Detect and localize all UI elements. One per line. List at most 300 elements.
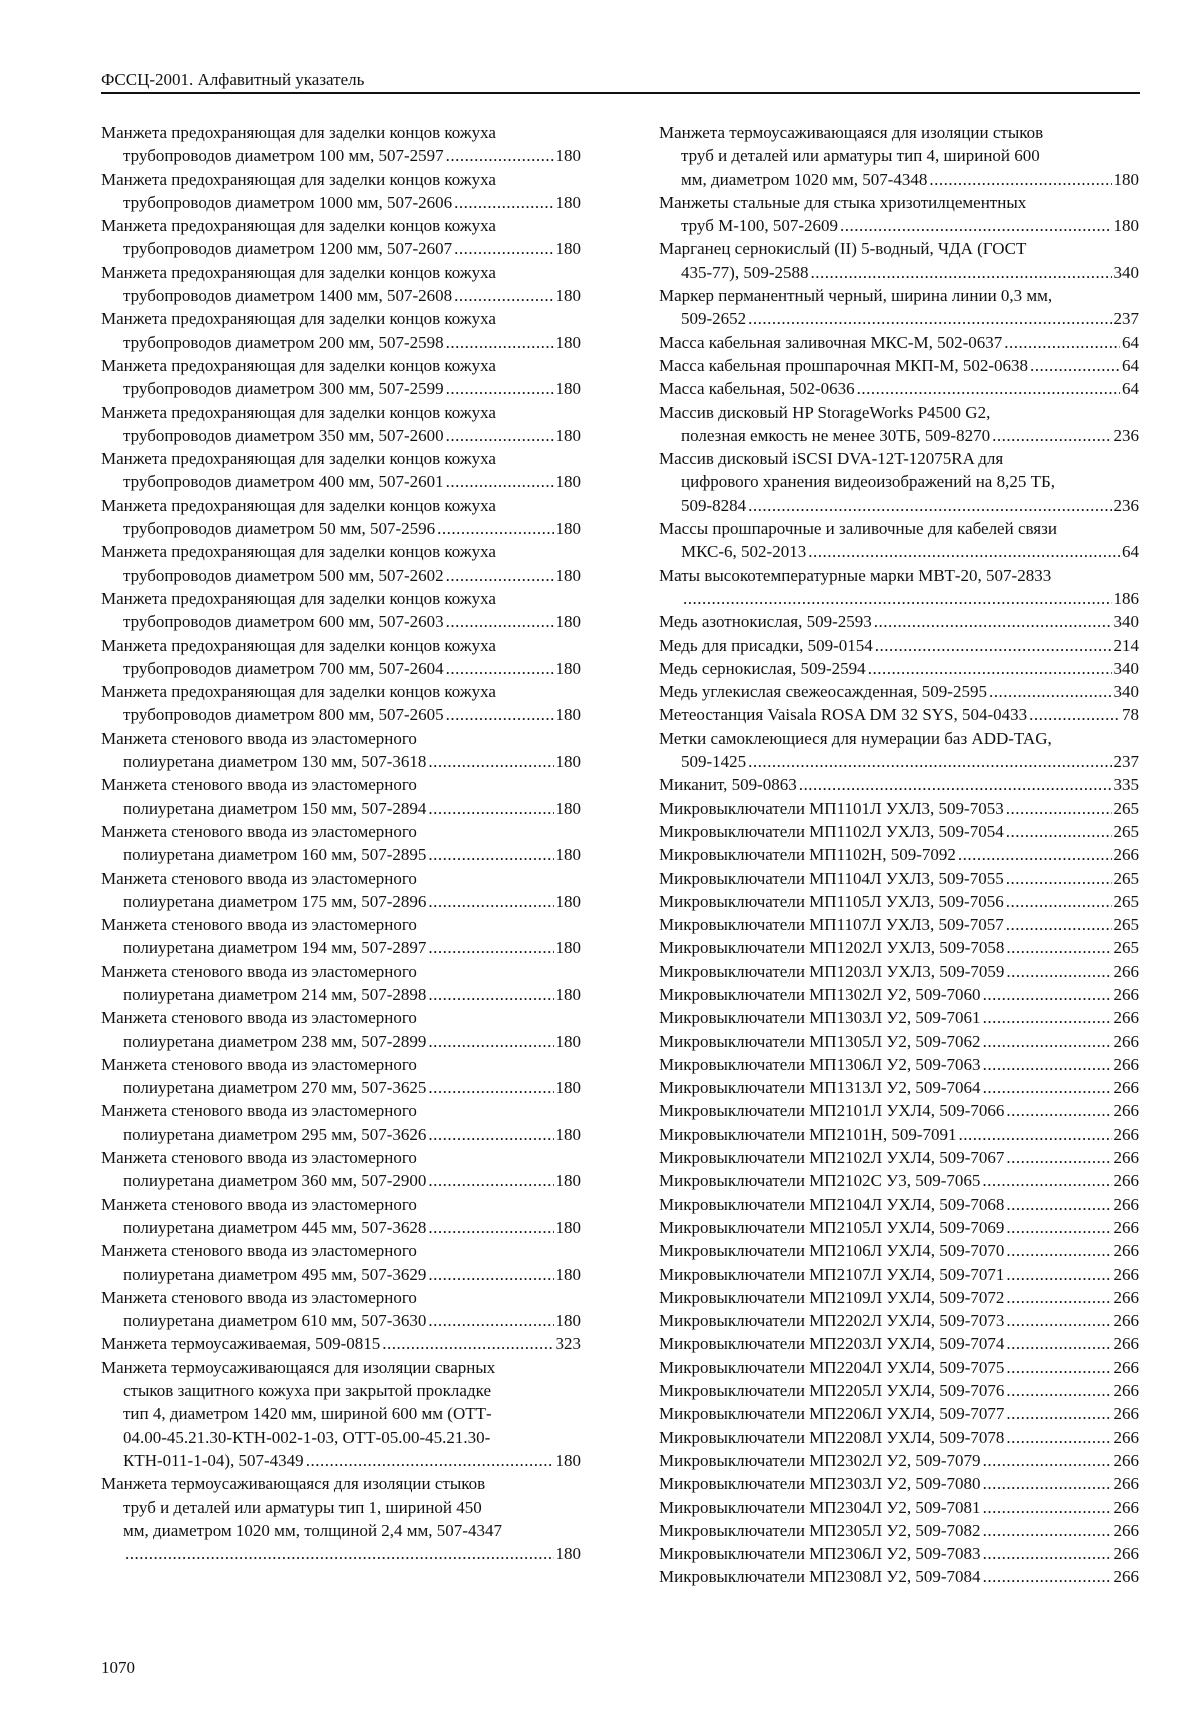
index-entry-text: полиуретана диаметром 295 мм, 507-3626 (123, 1124, 427, 1144)
index-entry-last-line (123, 1123, 581, 1146)
index-entry-last-line (659, 1030, 1139, 1053)
index-entry (101, 1146, 581, 1193)
index-entry-text: Микровыключатели МП1102Н, 509-7092 (659, 845, 956, 865)
index-entry-last-line (659, 331, 1139, 354)
index-entry-page: 340 (1113, 612, 1139, 632)
index-entry-page: 340 (1113, 262, 1139, 282)
index-entry-page: 335 (1113, 775, 1139, 795)
index-entry-page: 180 (555, 239, 581, 259)
index-entry-last-line (659, 703, 1139, 726)
index-entry-page: 180 (555, 1124, 581, 1144)
index-entry-page: 236 (1113, 495, 1139, 515)
dot-leader (983, 1449, 1112, 1472)
index-entry (659, 1542, 1139, 1565)
page-number: 1070 (101, 1658, 135, 1677)
index-entry (659, 564, 1139, 611)
index-entry-last-line (681, 540, 1139, 563)
index-entry-last-line (659, 1449, 1139, 1472)
index-entry-text: трубопроводов диаметром 600 мм, 507-2603 (123, 612, 444, 632)
dot-leader (959, 1123, 1112, 1146)
index-entry-text: Манжета термоусаживаемая, 509-0815 (101, 1334, 381, 1354)
index-entry (101, 494, 581, 541)
index-entry-line: цифрового хранения видеоизображений на 8,25 ТБ, (681, 472, 1055, 492)
index-entry (659, 1309, 1139, 1332)
index-entry-page: 266 (1113, 984, 1139, 1004)
index-entry-text: Микровыключатели МП2308Л У2, 509-7084 (659, 1567, 981, 1587)
index-entry (659, 121, 1139, 191)
index-entry-page: 180 (555, 1544, 581, 1564)
index-entry-last-line (123, 424, 581, 447)
index-entry (659, 1565, 1139, 1588)
index-entry (659, 773, 1139, 796)
index-entry (659, 1426, 1139, 1449)
index-entry-line: Манжета термоусаживающаяся для изоляции сварных (101, 1357, 496, 1377)
dot-leader (1006, 890, 1112, 913)
index-entry-page: 266 (1113, 1078, 1139, 1098)
dot-leader (1006, 1216, 1111, 1239)
index-entry (659, 1402, 1139, 1425)
index-entry-text: трубопроводов диаметром 100 мм, 507-2597 (123, 146, 444, 166)
index-entry-last-line (659, 1356, 1139, 1379)
dot-leader (1006, 1099, 1111, 1122)
index-entry-page: 180 (555, 1031, 581, 1051)
index-entry-page: 340 (1113, 658, 1139, 678)
index-entry (101, 447, 581, 494)
index-entry-page: 180 (555, 286, 581, 306)
index-entry-text: 509-2652 (681, 309, 747, 329)
index-entry-page: 180 (555, 425, 581, 445)
dot-leader (1006, 913, 1112, 936)
index-entry-last-line (123, 1309, 581, 1332)
index-entry (101, 1286, 581, 1333)
index-entry-last-line (681, 168, 1139, 191)
index-entry-line: труб и деталей или арматуры тип 1, шириной 450 (123, 1497, 482, 1517)
index-entry (659, 1099, 1139, 1122)
index-entry-text: Микровыключатели МП2303Л У2, 509-7080 (659, 1474, 981, 1494)
index-entry-text: трубопроводов диаметром 800 мм, 507-2605 (123, 705, 444, 725)
index-entry-last-line (659, 960, 1139, 983)
dot-leader (1006, 1239, 1111, 1262)
index-entry-text: Микровыключатели МП1202Л УХЛ3, 509-7058 (659, 938, 1005, 958)
index-entry-text: полиуретана диаметром 495 мм, 507-3629 (123, 1264, 427, 1284)
index-entry (659, 634, 1139, 657)
index-entry-line: Манжета стенового ввода из эластомерного (101, 1194, 417, 1214)
index-entry-line: Манжета термоусаживающаяся для изоляции стыков (659, 123, 1044, 142)
index-entry-page: 180 (555, 332, 581, 352)
index-entry (659, 1286, 1139, 1309)
index-entry-last-line (681, 587, 1139, 610)
index-entry-page: 266 (1113, 1031, 1139, 1051)
index-entry-last-line (659, 1169, 1139, 1192)
index-entry (659, 820, 1139, 843)
index-entry-text: трубопроводов диаметром 50 мм, 507-2596 (123, 519, 436, 539)
index-entry-text: Микровыключатели МП1105Л УХЛ3, 509-7056 (659, 891, 1004, 911)
page-header: ФССЦ-2001. Алфавитный указатель (101, 70, 365, 89)
dot-leader (1006, 1402, 1111, 1425)
index-entry-line: Манжета предохраняющая для заделки концов кожуха (101, 542, 496, 562)
index-entry (101, 1099, 581, 1146)
dot-leader (446, 657, 554, 680)
index-entry-last-line (659, 1309, 1139, 1332)
index-entry-text: Микровыключатели МП2304Л У2, 509-7081 (659, 1497, 981, 1517)
index-entry-last-line (123, 797, 581, 820)
index-entry-text: Микровыключатели МП2109Л УХЛ4, 509-7072 (659, 1287, 1005, 1307)
dot-leader (428, 1030, 553, 1053)
dot-leader (446, 610, 554, 633)
index-entry (659, 1356, 1139, 1379)
dot-leader (1006, 1356, 1111, 1379)
dot-leader (808, 540, 1120, 563)
index-column-right (659, 121, 1139, 1589)
index-entry-page: 266 (1113, 1567, 1139, 1587)
dot-leader (446, 144, 554, 167)
dot-leader (982, 1169, 1111, 1192)
dot-leader (810, 261, 1111, 284)
index-entry-text: полиуретана диаметром 194 мм, 507-2897 (123, 938, 427, 958)
dot-leader (446, 377, 554, 400)
index-entry (659, 890, 1139, 913)
index-entry-text: трубопроводов диаметром 700 мм, 507-2604 (123, 658, 444, 678)
index-entry-page: 180 (555, 612, 581, 632)
index-entry-line: Манжета предохраняющая для заделки концов кожуха (101, 309, 496, 329)
dot-leader (446, 424, 554, 447)
dot-leader (1006, 1263, 1111, 1286)
index-entry-text: Микровыключатели МП1305Л У2, 509-7062 (659, 1031, 981, 1051)
index-entry-last-line (123, 331, 581, 354)
index-entry-text: трубопроводов диаметром 1400 мм, 507-2608 (123, 286, 453, 306)
index-entry-page: 265 (1113, 798, 1139, 818)
dot-leader (428, 983, 553, 1006)
dot-leader (983, 1006, 1112, 1029)
index-entry-last-line (659, 610, 1139, 633)
dot-leader (428, 1309, 553, 1332)
index-entry-line: Метки самоклеющиеся для нумерации баз ADD-TAG, (659, 728, 1052, 748)
index-entry-page: 266 (1113, 1241, 1139, 1261)
dot-leader (1030, 354, 1120, 377)
index-entry-text: Медь азотнокислая, 509-2593 (659, 612, 872, 632)
index-entry-line: мм, диаметром 1020 мм, толщиной 2,4 мм, 507-4347 (123, 1520, 502, 1540)
index-entry-last-line (123, 377, 581, 400)
index-entry (659, 1239, 1139, 1262)
index-entry-last-line (123, 890, 581, 913)
index-entry-page: 180 (555, 472, 581, 492)
index-entry-page: 214 (1113, 635, 1139, 655)
index-entry-line: Манжета предохраняющая для заделки концов кожуха (101, 635, 496, 655)
index-entry-line: Манжета предохраняющая для заделки концов кожуха (101, 216, 496, 236)
index-entry-last-line (123, 564, 581, 587)
index-entry-last-line (659, 890, 1139, 913)
index-entry-line: Манжета предохраняющая для заделки концов кожуха (101, 169, 496, 189)
dot-leader (1004, 331, 1120, 354)
index-entry-last-line (659, 1053, 1139, 1076)
index-entry (659, 843, 1139, 866)
index-entry-text: полиуретана диаметром 160 мм, 507-2895 (123, 845, 427, 865)
index-entry-page: 265 (1113, 891, 1139, 911)
index-entry-text: труб М-100, 507-2609 (681, 216, 839, 236)
dot-leader (1029, 703, 1120, 726)
dot-leader (840, 214, 1111, 237)
index-entry-page: 265 (1113, 821, 1139, 841)
index-entry-last-line (123, 750, 581, 773)
index-entry-text: Микровыключатели МП2302Л У2, 509-7079 (659, 1450, 981, 1470)
dot-leader (958, 843, 1112, 866)
dot-leader (428, 1169, 553, 1192)
index-entry-text: полезная емкость не менее 30ТБ, 509-8270 (681, 425, 991, 445)
dot-leader (1006, 1309, 1111, 1332)
index-entry-text: трубопроводов диаметром 1200 мм, 507-2607 (123, 239, 453, 259)
index-entry-line: Манжета предохраняющая для заделки концов кожуха (101, 355, 496, 375)
index-entry-page: 236 (1113, 425, 1139, 445)
index-entry-line: Манжета предохраняющая для заделки концов кожуха (101, 449, 496, 469)
index-entry-page: 266 (1113, 1334, 1139, 1354)
index-entry (101, 1332, 581, 1355)
index-entry-page: 266 (1113, 1474, 1139, 1494)
index-entry (659, 1519, 1139, 1542)
index-entry-text: 509-1425 (681, 752, 747, 772)
dot-leader (428, 1263, 553, 1286)
dot-leader (306, 1449, 554, 1472)
index-entry-page: 265 (1113, 938, 1139, 958)
index-entry-page: 180 (555, 938, 581, 958)
index-entry (101, 307, 581, 354)
dot-leader (983, 1519, 1112, 1542)
index-entry (659, 680, 1139, 703)
index-entry-last-line (123, 1030, 581, 1053)
index-entry-text: Микровыключатели МП2208Л УХЛ4, 509-7078 (659, 1427, 1005, 1447)
index-entry (659, 354, 1139, 377)
index-entry-text: Микровыключатели МП1203Л УХЛ3, 509-7059 (659, 961, 1005, 981)
index-entry-line: Марганец сернокислый (II) 5-водный, ЧДА (ГОСТ (659, 239, 1027, 259)
index-entry-last-line (659, 1402, 1139, 1425)
index-entry-text: трубопроводов диаметром 300 мм, 507-2599 (123, 379, 444, 399)
dot-leader (437, 517, 553, 540)
index-entry-text: трубопроводов диаметром 1000 мм, 507-2606 (123, 192, 453, 212)
index-entry (659, 1030, 1139, 1053)
index-entry-last-line (659, 1496, 1139, 1519)
index-entry-page: 266 (1113, 1008, 1139, 1028)
dot-leader (683, 587, 1112, 610)
dot-leader (983, 1542, 1112, 1565)
index-entry-last-line (659, 936, 1139, 959)
index-entry (101, 354, 581, 401)
index-entry-page: 266 (1113, 1381, 1139, 1401)
index-entry (659, 331, 1139, 354)
index-entry-text: Микровыключатели МП2203Л УХЛ4, 509-7074 (659, 1334, 1005, 1354)
index-entry-page: 180 (555, 1311, 581, 1331)
index-entry (659, 377, 1139, 400)
index-entry-page: 266 (1113, 1450, 1139, 1470)
index-entry-text: трубопроводов диаметром 400 мм, 507-2601 (123, 472, 444, 492)
index-entry-last-line (123, 237, 581, 260)
index-entry-last-line (659, 1332, 1139, 1355)
index-entry-text: полиуретана диаметром 175 мм, 507-2896 (123, 891, 427, 911)
dot-leader (446, 703, 554, 726)
index-entry-page: 180 (555, 1450, 581, 1470)
header-divider (101, 92, 1140, 94)
index-entry (101, 401, 581, 448)
index-entry (659, 936, 1139, 959)
index-entry (659, 1449, 1139, 1472)
index-entry-last-line (659, 1542, 1139, 1565)
index-entry (659, 657, 1139, 680)
index-entry-line: Манжета термоусаживающаяся для изоляции стыков (101, 1474, 486, 1494)
dot-leader (1006, 797, 1112, 820)
index-entry-line: Манжета стенового ввода из эластомерного (101, 1101, 417, 1121)
index-entry-text: полиуретана диаметром 130 мм, 507-3618 (123, 752, 427, 772)
index-entry-text: полиуретана диаметром 150 мм, 507-2894 (123, 798, 427, 818)
dot-leader (428, 797, 553, 820)
dot-leader (428, 843, 553, 866)
dot-leader (748, 307, 1111, 330)
index-entry-page: 64 (1122, 542, 1139, 562)
index-entry (101, 960, 581, 1007)
dot-leader (1006, 1286, 1111, 1309)
index-entry-page: 180 (1113, 216, 1139, 236)
index-entry-last-line (681, 261, 1139, 284)
index-entry-page: 266 (1113, 1544, 1139, 1564)
dot-leader (989, 680, 1112, 703)
dot-leader (983, 1565, 1112, 1588)
index-entry-last-line (659, 867, 1139, 890)
index-entry-page: 237 (1113, 309, 1139, 329)
index-entry (101, 1006, 581, 1053)
index-entry (659, 1076, 1139, 1099)
dot-leader (992, 424, 1111, 447)
dot-leader (428, 750, 553, 773)
index-entry (659, 1193, 1139, 1216)
index-entry-page: 180 (555, 1078, 581, 1098)
index-entry-page: 180 (555, 845, 581, 865)
dot-leader (428, 936, 553, 959)
index-entry-last-line (681, 494, 1139, 517)
index-entry-last-line (659, 820, 1139, 843)
index-entry-page: 180 (555, 891, 581, 911)
index-entry-line: Манжета предохраняющая для заделки концов кожуха (101, 262, 496, 282)
index-entry (659, 727, 1139, 774)
index-column-left (101, 121, 581, 1565)
dot-leader (428, 890, 553, 913)
index-entry-line: Манжета предохраняющая для заделки концов кожуха (101, 495, 496, 515)
index-entry-page: 180 (1113, 169, 1139, 189)
dot-leader (868, 657, 1112, 680)
index-entry-text: полиуретана диаметром 360 мм, 507-2900 (123, 1171, 427, 1191)
index-entry-page: 64 (1122, 355, 1139, 375)
index-entry (659, 797, 1139, 820)
index-entry-last-line (659, 797, 1139, 820)
index-entry-page: 266 (1113, 1148, 1139, 1168)
dot-leader (1006, 1379, 1111, 1402)
index-entry-text: 509-8284 (681, 495, 747, 515)
index-entry-line: Массив дисковый HP StorageWorks P4500 G2, (659, 402, 991, 422)
index-entry-last-line (659, 377, 1139, 400)
index-entry-page: 266 (1113, 1520, 1139, 1540)
index-entry-text: полиуретана диаметром 270 мм, 507-3625 (123, 1078, 427, 1098)
index-entry (101, 913, 581, 960)
index-entry-text: Метеостанция Vaisala ROSA DM 32 SYS, 504-0433 (659, 705, 1028, 725)
dot-leader (428, 1076, 553, 1099)
index-entry-last-line (123, 1216, 581, 1239)
index-entry-last-line (659, 1286, 1139, 1309)
dot-leader (454, 191, 553, 214)
index-entry-text: Микровыключатели МП2306Л У2, 509-7083 (659, 1544, 981, 1564)
index-entry-line: Маркер перманентный черный, ширина линии 0,3 мм, (659, 286, 1053, 306)
index-entry-text: КТН-011-1-04), 507-4349 (123, 1450, 304, 1470)
index-entry-page: 266 (1113, 1497, 1139, 1517)
index-entry (101, 680, 581, 727)
index-entry (659, 1006, 1139, 1029)
index-entry-line: 04.00-45.21.30-КТН-002-1-03, ОТТ-05.00-45.21.30- (123, 1427, 491, 1447)
index-entry-last-line (659, 1472, 1139, 1495)
dot-leader (446, 564, 554, 587)
index-entry-text: Микровыключатели МП1302Л У2, 509-7060 (659, 984, 981, 1004)
index-entry (659, 284, 1139, 331)
index-entry-text: Микровыключатели МП2204Л УХЛ4, 509-7075 (659, 1357, 1005, 1377)
index-entry-text: Медь углекислая свежеосажденная, 509-2595 (659, 682, 987, 702)
index-entry-last-line (123, 610, 581, 633)
index-entry-text: полиуретана диаметром 238 мм, 507-2899 (123, 1031, 427, 1051)
index-entry (659, 867, 1139, 890)
index-entry-page: 180 (555, 658, 581, 678)
index-entry (659, 1263, 1139, 1286)
index-entry (659, 1332, 1139, 1355)
index-entry-line: Манжета стенового ввода из эластомерного (101, 961, 417, 981)
index-entry-line: Манжета стенового ввода из эластомерного (101, 775, 417, 795)
dot-leader (125, 1542, 554, 1565)
index-entry-page: 180 (555, 519, 581, 539)
dot-leader (748, 494, 1111, 517)
index-entry (101, 727, 581, 774)
index-entry-page: 186 (1113, 588, 1139, 608)
index-entry-last-line (659, 1519, 1139, 1542)
dot-leader (454, 237, 553, 260)
index-entry (659, 983, 1139, 1006)
dot-leader (857, 377, 1120, 400)
index-entry-page: 266 (1113, 1054, 1139, 1074)
index-entry-line: стыков защитного кожуха при закрытой прокладке (123, 1381, 491, 1401)
index-entry-line: Манжета предохраняющая для заделки концов кожуха (101, 402, 496, 422)
index-entry-text: МКС-6, 502-2013 (681, 542, 807, 562)
index-entry-page: 266 (1113, 1101, 1139, 1121)
index-entry-text: Микровыключатели МП2305Л У2, 509-7082 (659, 1520, 981, 1540)
index-entry-last-line (123, 470, 581, 493)
index-entry-page: 266 (1113, 1427, 1139, 1447)
index-entry-page: 180 (555, 1264, 581, 1284)
index-entry-last-line (659, 1193, 1139, 1216)
index-entry-page: 266 (1113, 1264, 1139, 1284)
index-entry-page: 266 (1113, 1311, 1139, 1331)
index-entry-line: Манжета стенового ввода из эластомерного (101, 1241, 417, 1261)
index-entry-text: мм, диаметром 1020 мм, 507-4348 (681, 169, 928, 189)
index-entry-text: Микровыключатели МП2104Л УХЛ4, 509-7068 (659, 1194, 1005, 1214)
index-entry-last-line (101, 1332, 581, 1355)
index-entry (101, 261, 581, 308)
index-entry-last-line (659, 657, 1139, 680)
index-entry-last-line (681, 214, 1139, 237)
index-entry-line: Манжеты стальные для стыка хризотилцементных (659, 192, 1027, 212)
index-entry-line: труб и деталей или арматуры тип 4, шириной 600 (681, 146, 1040, 166)
dot-leader (382, 1332, 553, 1355)
index-entry (101, 1193, 581, 1240)
index-entry-text: Микровыключатели МП2206Л УХЛ4, 509-7077 (659, 1404, 1005, 1424)
index-entry-text: полиуретана диаметром 214 мм, 507-2898 (123, 984, 427, 1004)
index-entry-line: Манжета стенового ввода из эластомерного (101, 1148, 417, 1168)
index-entry-line: Манжета стенового ввода из эластомерного (101, 821, 417, 841)
index-entry-last-line (659, 680, 1139, 703)
index-entry-page: 266 (1113, 845, 1139, 865)
index-entry-line: Манжета предохраняющая для заделки концов кожуха (101, 682, 496, 702)
index-entry-line: Манжета стенового ввода из эластомерного (101, 868, 417, 888)
index-entry (101, 1053, 581, 1100)
